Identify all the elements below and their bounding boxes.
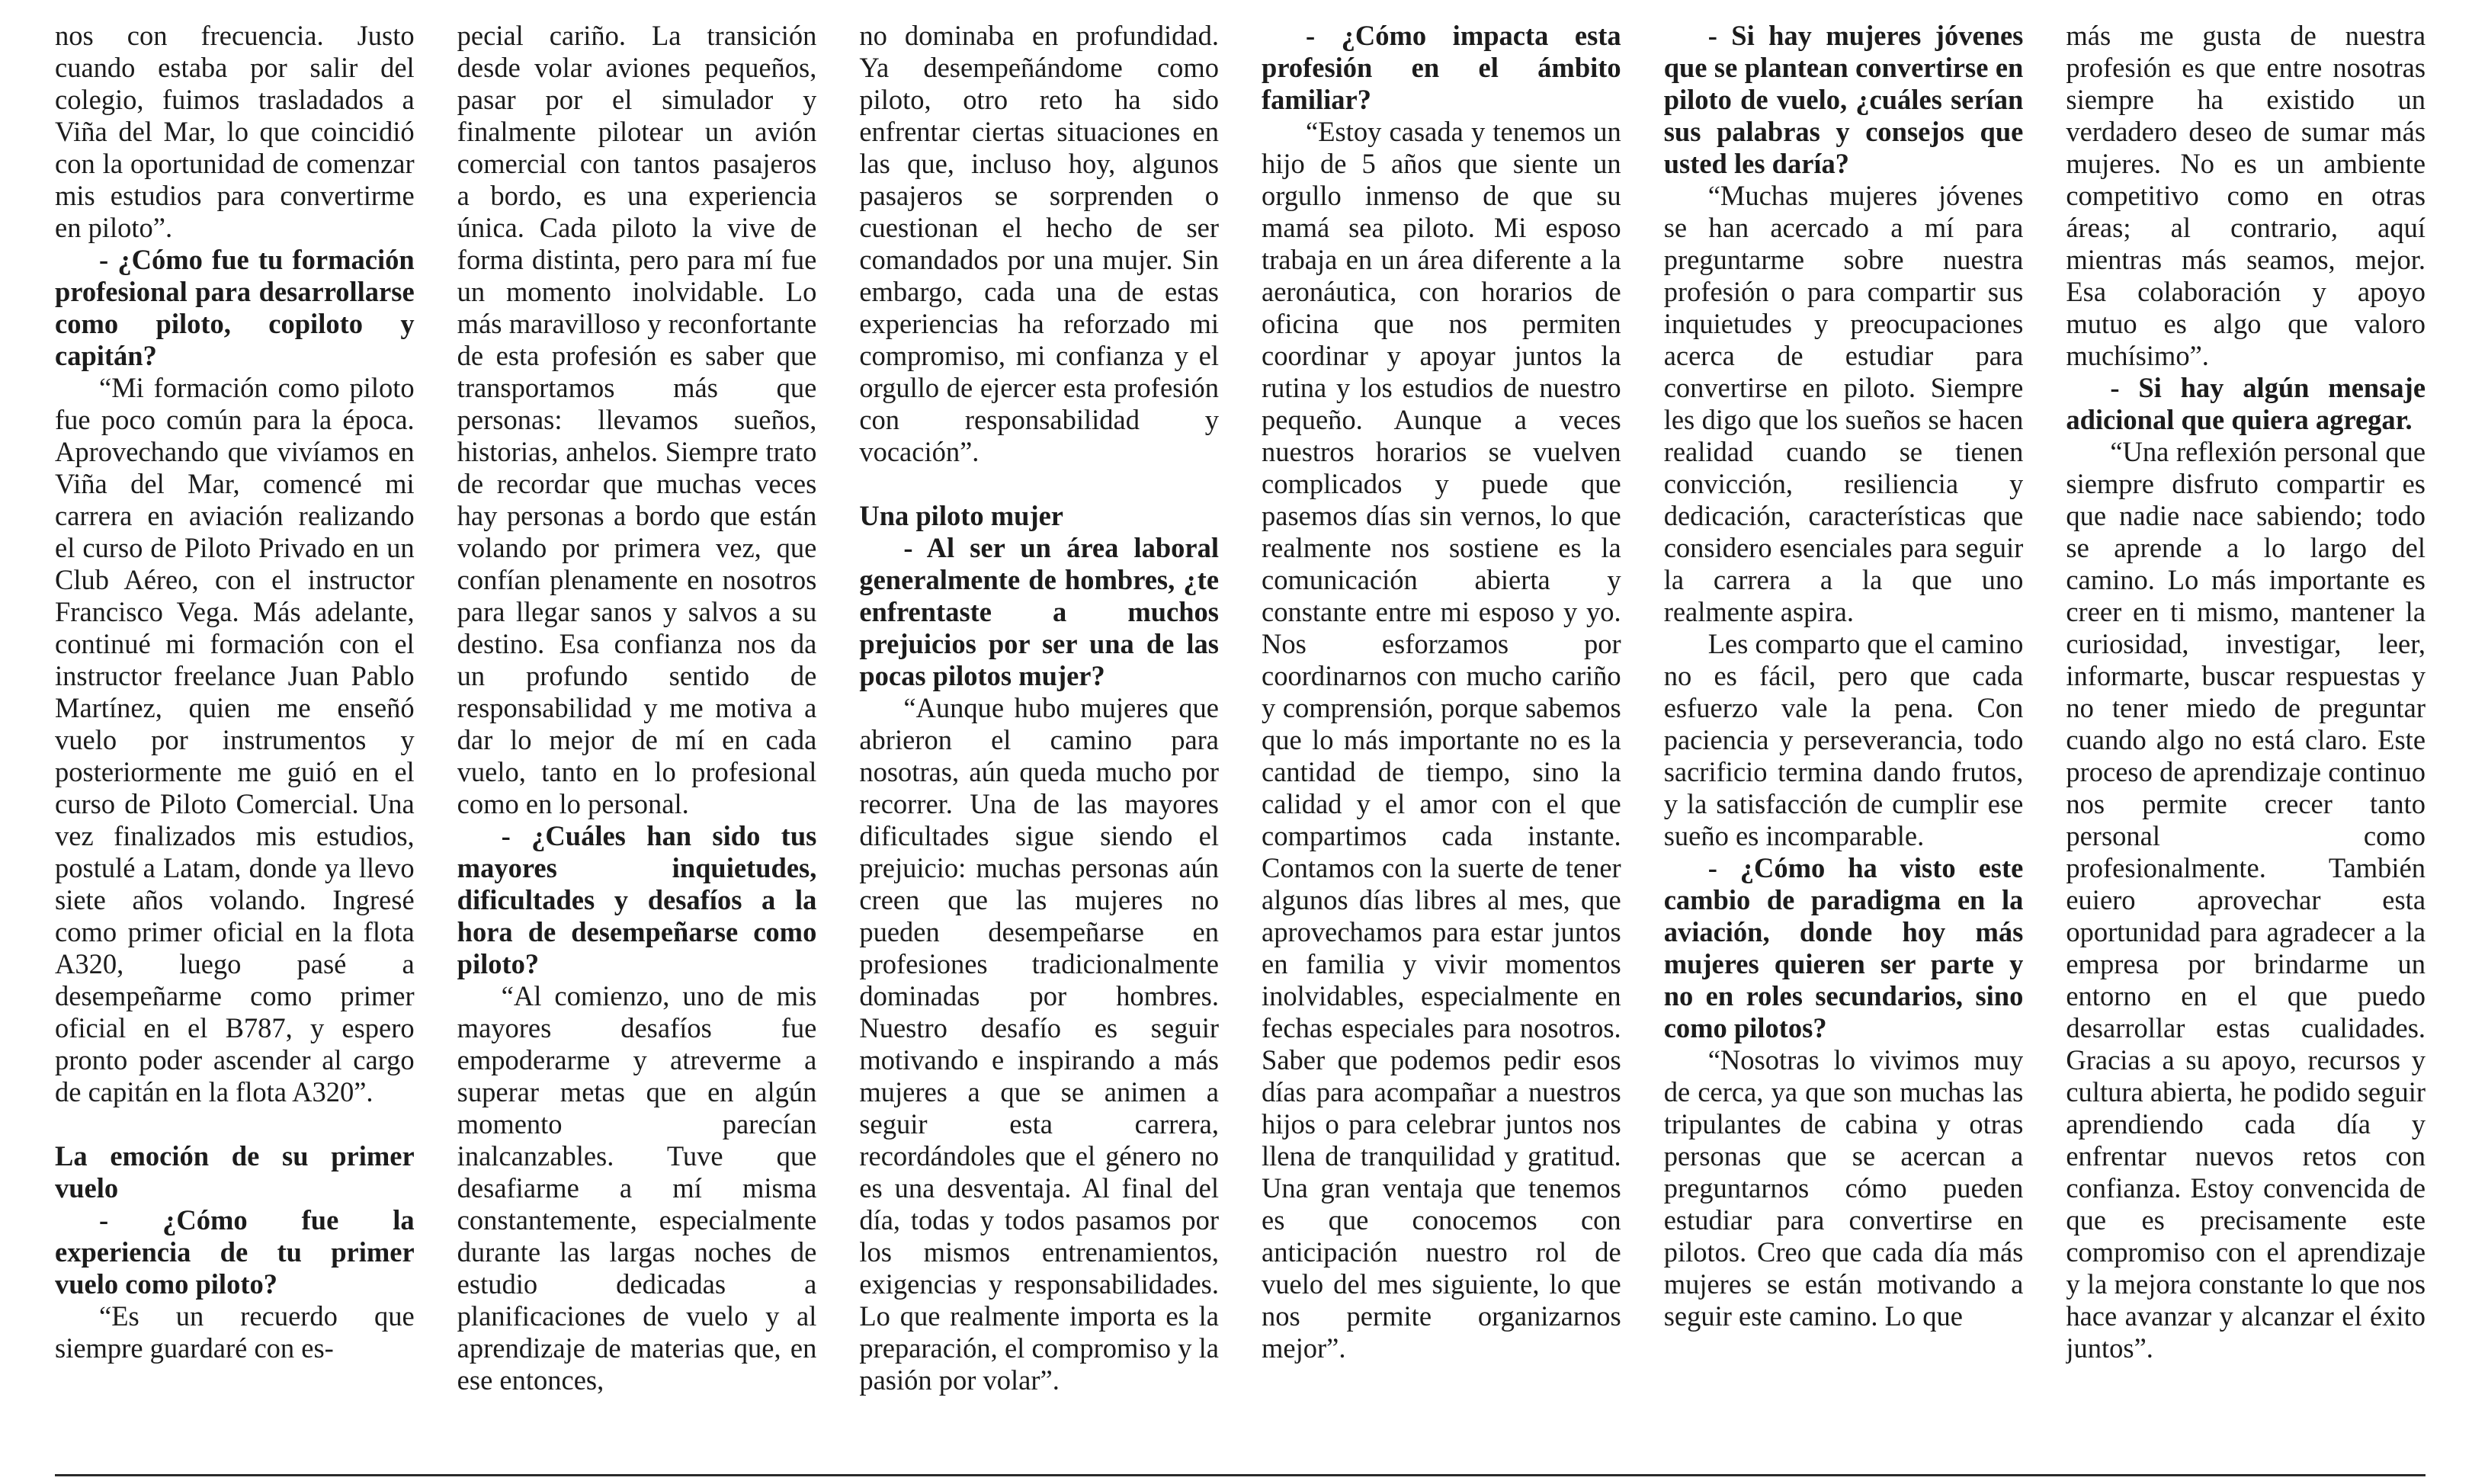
answer-paragraph: “Nosotras lo vivimos muy de cerca, ya que son muchas las tripulantes de cabina y otras personas que se acercan a preguntarnos cómo pueden estudiar para convertirse en pilotos. Creo que cada día más mujeres se están motivando a seguir este camino. Lo que	[1663, 1044, 2024, 1332]
article-columns	[55, 20, 2426, 1453]
section-subheading: Una piloto mujer	[859, 500, 1063, 531]
interview-question: - Al ser un área laboral generalmente de hombres, ¿te enfrentaste a muchos prejuicios por ser una de las pocas pilotos mujer?	[859, 532, 1220, 691]
continued-paragraph: no dominaba en profundidad. Ya desempeñándome como piloto, otro reto ha sido enfrentar ciertas situaciones en las que, incluso hoy, algunos pasajeros se sorprenden o cuestionan el hecho de ser comandados por una mujer. Sin embargo, cada una de estas experiencias ha reforzado mi compromiso, mi confianza y el orgullo de ejercer esta profesión con responsabilidad y vocación”.	[859, 20, 1220, 467]
answer-paragraph: “Es un recuerdo que siempre guardaré con es-	[55, 1300, 415, 1364]
column-1	[55, 20, 415, 1453]
interview-question: - Si hay algún mensaje adicional que quiera agregar.	[2066, 372, 2426, 435]
answer-paragraph: “Al comienzo, uno de mis mayores desafíos fue empoderarme y atreverme a superar metas que en algún momento parecían inalcanzables. Tuve que desafiarme a mí misma constantemente, especialmente durante las largas noches de estudio dedicadas a planificaciones de vuelo y al aprendizaje de materias que, en ese entonces,	[457, 980, 817, 1396]
column-5	[1664, 20, 2024, 1453]
interview-question: - ¿Cómo ha visto este cambio de paradigma en la aviación, donde hoy más mujeres quieren ser parte y no en roles secundarios, sino como pilotos?	[1663, 852, 2024, 1043]
section-subheading: La emoción de su primer vuelo	[55, 1140, 415, 1204]
interview-question: - Si hay mujeres jóvenes que se plantean convertirse en piloto de vuelo, ¿cuáles serían sus palabras y consejos que usted les daría?	[1663, 20, 2024, 179]
interview-question: - ¿Cómo impacta esta profesión en el ámbito familiar?	[1262, 20, 1621, 115]
column-3	[859, 20, 1219, 1453]
interview-question: - ¿Cómo fue la experiencia de tu primer vuelo como piloto?	[55, 1204, 415, 1300]
answer-paragraph: “Mi formación como piloto fue poco común para la época. Aprovechando que vivíamos en Viña del Mar, comencé mi carrera en aviación realizando el curso de Piloto Privado en un Club Aéreo, con el instructor Francisco Vega. Más adelante, continué mi formación con el instructor freelance Juan Pablo Martínez, quien me enseñó vuelo por instrumentos y posteriormente me guió en el curso de Piloto Comercial. Una vez finalizados mis estudios, postulé a Latam, donde ya llevo siete años volando. Ingresé como primer oficial en la flota A320, luego pasé a desempeñarme como primer oficial en el B787, y espero pronto poder ascender al cargo de capitán en la flota A320”.	[55, 372, 415, 1107]
answer-paragraph: “Aunque hubo mujeres que abrieron el camino para nosotras, aún queda mucho por recorrer. Una de las mayores dificultades sigue siendo el prejuicio: muchas personas aún creen que las mujeres no pueden desempeñarse en profesiones tradicionalmente dominadas por hombres. Nuestro desafío es seguir motivando e inspirando a más mujeres a que se animen a seguir esta carrera, recordándoles que el género no es una desventaja. Al final del día, todas y todos pasamos por los mismos entrenamientos, exigencias y responsabilidades. Lo que realmente importa es la preparación, el compromiso y la pasión por volar”.	[859, 692, 1220, 1396]
bottom-rule	[55, 1474, 2426, 1476]
column-6	[2066, 20, 2426, 1453]
continued-paragraph: nos con frecuencia. Justo cuando estaba por salir del colegio, fuimos trasladados a Viña del Mar, lo que coincidió con la oportunidad de comenzar mis estudios para convertirme en piloto”.	[55, 20, 415, 243]
column-2	[457, 20, 817, 1453]
continued-paragraph: más me gusta de nuestra profesión es que entre nosotras siempre ha existido un verdadero deseo de sumar más mujeres. No es un ambiente competitivo como en otras áreas; al contrario, aquí mientras más seamos, mejor. Esa colaboración y apoyo mutuo es algo que valoro muchísimo”.	[2066, 20, 2426, 371]
interview-question: - ¿Cómo fue tu formación profesional para desarrollarse como piloto, copiloto y capitán?	[55, 244, 415, 371]
answer-paragraph: “Una reflexión personal que siempre disfruto compartir es que nadie nace sabiendo; todo se aprende a lo largo del camino. Lo más importante es creer en ti mismo, mantener la curiosidad, investigar, leer, informarte, buscar respuestas y no tener miedo de preguntar cuando algo no está claro. Este proceso de aprendizaje continuo nos permite crecer tanto personal como profesionalmente. También euiero aprovechar esta oportunidad para agradecer a la empresa por brindarme un entorno en el que puedo desarrollar estas cualidades. Gracias a su apoyo, recursos y cultura abierta, he podido seguir aprendiendo cada día y enfrentar nuevos retos con confianza. Estoy convencida de que es precisamente este compromiso con el aprendizaje y la mejora constante lo que nos hace avanzar y alcanzar el éxito juntos”.	[2066, 436, 2426, 1364]
answer-paragraph: Les comparto que el camino no es fácil, pero que cada esfuerzo vale la pena. Con paciencia y perseverancia, todo sacrificio termina dando frutos, y la satisfacción de cumplir ese sueño es incomparable.	[1663, 628, 2024, 851]
interview-question: - ¿Cuáles han sido tus mayores inquietudes, dificultades y desafíos a la hora de desempeñarse como piloto?	[457, 820, 817, 979]
column-4	[1262, 20, 1621, 1453]
answer-paragraph: “Muchas mujeres jóvenes se han acercado a mí para preguntarme sobre nuestra profesión o para compartir sus inquietudes y preocupaciones acerca de estudiar para convertirse en piloto. Siempre les digo que los sueños se hacen realidad cuando se tienen convicción, resiliencia y dedicación, características que considero esenciales para seguir la carrera a la que uno realmente aspira.	[1663, 180, 2024, 627]
continued-paragraph: pecial cariño. La transición desde volar aviones pequeños, pasar por el simulador y finalmente pilotear un avión comercial con tantos pasajeros a bordo, es una experiencia única. Cada piloto la vive de forma distinta, pero para mí fue un momento inolvidable. Lo más maravilloso y reconfortante de esta profesión es saber que transportamos más que personas: llevamos sueños, historias, anhelos. Siempre trato de recordar que muchas veces hay personas a bordo que están volando por primera vez, que confían plenamente en nosotros para llegar sanos y salvos a su destino. Esa confianza nos da un profundo sentido de responsabilidad y me motiva a dar lo mejor de mí en cada vuelo, tanto en lo profesional como en lo personal.	[457, 20, 817, 819]
answer-paragraph: “Estoy casada y tenemos un hijo de 5 años que siente un orgullo inmenso de que su mamá sea piloto. Mi esposo trabaja en un área diferente a la aeronáutica, con horarios de oficina que nos permiten coordinar y apoyar juntos la rutina y los estudios de nuestro pequeño. Aunque a veces nuestros horarios se vuelven complicados y puede que pasemos días sin vernos, lo que realmente nos sostiene es la comunicación abierta y constante entre mi esposo y yo. Nos esforzamos por coordinarnos con mucho cariño y comprensión, porque sabemos que lo más importante no es la cantidad de tiempo, sino la calidad y el amor con el que compartimos cada instante. Contamos con la suerte de tener algunos días libres al mes, que aprovechamos para estar juntos en familia y vivir momentos inolvidables, especialmente en fechas especiales para nosotros. Saber que podemos pedir esos días para acompañar a nuestros hijos o para celebrar juntos nos llena de tranquilidad y gratitud. Una gran ventaja que tenemos es que conocemos con anticipación nuestro rol de vuelo del mes siguiente, lo que nos permite organizarnos mejor”.	[1262, 116, 1621, 1364]
